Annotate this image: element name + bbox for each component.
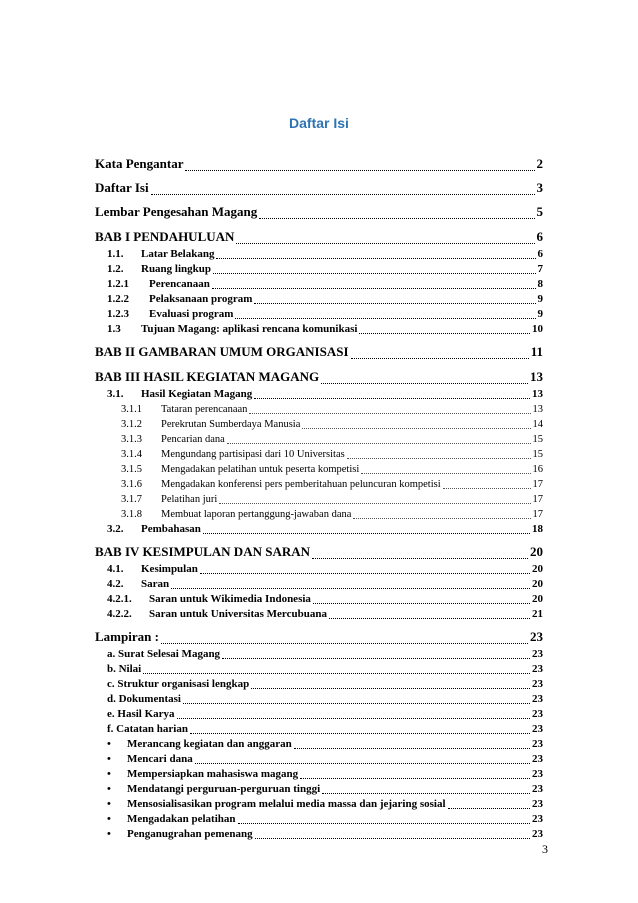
toc-entry-page: 17 [532, 479, 543, 490]
toc-entry-page: 23 [530, 629, 543, 644]
toc-entry-number: 4.2.1. [107, 593, 132, 605]
dot-leader [227, 443, 531, 444]
toc-entry[interactable] [95, 153, 543, 174]
toc-entry[interactable] [95, 692, 543, 707]
toc-entry-number: 1.2.3 [107, 308, 129, 320]
bullet-icon: • [107, 738, 111, 750]
toc-entry-page: 23 [532, 738, 543, 750]
toc-entry-label [121, 402, 247, 417]
toc-entry-label [107, 677, 249, 692]
toc-entry-number: 4.1. [107, 563, 124, 575]
toc-entry-text: Merancang kegiatan dan anggaran [127, 738, 292, 750]
toc-entry-page: 23 [532, 648, 543, 660]
toc-entry-label [107, 722, 188, 737]
toc-entry[interactable] [95, 177, 543, 198]
toc-entry-page: 23 [532, 693, 543, 705]
toc-entry-text: Mempersiapkan mahasiswa magang [127, 768, 299, 780]
toc-entry-label [95, 201, 257, 222]
toc-entry-text: BAB I PENDAHULUAN [95, 229, 235, 244]
toc-entry-page: 17 [532, 509, 543, 520]
dot-leader [143, 673, 530, 674]
toc-entry-text: Pembahasan [141, 523, 201, 535]
toc-entry-label [107, 692, 181, 707]
toc-entry-text: Kesimpulan [141, 563, 198, 575]
toc-entry[interactable] [95, 647, 543, 662]
toc-entry[interactable] [95, 201, 543, 222]
toc-entry-page: 21 [532, 608, 543, 620]
toc-entry-number: 1.1. [107, 248, 124, 260]
toc-entry[interactable] [95, 541, 543, 562]
toc-entry-page: 13 [532, 388, 543, 400]
toc-entry-number: 3.1.3 [121, 434, 142, 445]
toc-entry-page: 7 [537, 263, 543, 275]
toc-entry-label [107, 607, 327, 622]
dot-leader [254, 303, 535, 304]
toc-entry-page: 18 [532, 523, 543, 535]
toc-entry-text: Pencarian dana [161, 434, 225, 445]
toc-entry-page: 15 [532, 434, 543, 445]
toc-entry-text: Ruang lingkup [141, 263, 212, 275]
toc-entry[interactable] [95, 782, 543, 797]
toc-entry[interactable] [95, 447, 543, 462]
dot-leader [321, 383, 528, 384]
toc-entry-text: Membuat laporan pertanggung-jawaban dana [161, 509, 352, 520]
toc-entry-number: 3.1.1 [121, 404, 142, 415]
toc-entry[interactable] [95, 737, 543, 752]
dot-leader [177, 718, 530, 719]
toc-entry-text: b. Nilai [107, 663, 142, 675]
toc-entry[interactable] [95, 507, 543, 522]
bullet-icon: • [107, 768, 111, 780]
dot-leader [183, 703, 530, 704]
toc-entry[interactable] [95, 752, 543, 767]
toc-entry-page: 23 [532, 753, 543, 765]
dot-leader [361, 473, 530, 474]
toc-entry-number: 1.2.2 [107, 293, 129, 305]
toc-entry-label [95, 226, 234, 247]
toc-entry[interactable] [95, 827, 543, 842]
toc-entry-label [107, 827, 253, 842]
toc-entry-text: d. Dokumentasi [107, 693, 181, 705]
toc-entry-label [107, 592, 311, 607]
toc-entry-label [107, 752, 193, 767]
toc-entry-page: 3 [536, 180, 543, 195]
toc-entry-page: 23 [532, 813, 543, 825]
toc-entry-text: Mendatangi perguruan-perguruan tinggi [127, 783, 321, 795]
dot-leader [312, 558, 528, 559]
dot-leader [302, 428, 530, 429]
toc-entry-number: 1.3 [107, 323, 121, 335]
toc-entry-page: 23 [532, 723, 543, 735]
toc-entry-label [107, 387, 252, 402]
toc-entry[interactable] [95, 626, 543, 647]
dot-leader [329, 618, 530, 619]
toc-entry[interactable] [95, 797, 543, 812]
dot-leader [251, 688, 530, 689]
toc-entry-number: 3.1.4 [121, 449, 142, 460]
toc-entry[interactable] [95, 492, 543, 507]
dot-leader [195, 763, 530, 764]
toc-entry-number: 3.1.5 [121, 464, 142, 475]
toc-entry-text: c. Struktur organisasi lengkap [107, 678, 250, 690]
toc-entry-label [107, 292, 252, 307]
bullet-icon: • [107, 798, 111, 810]
toc-entry[interactable] [95, 462, 543, 477]
bullet-icon: • [107, 783, 111, 795]
toc-entry-number: 3.1.8 [121, 509, 142, 520]
toc-entry[interactable] [95, 387, 543, 402]
toc-entry-text: BAB II GAMBARAN UMUM ORGANISASI [95, 344, 349, 359]
toc-entry-text: Pelatihan juri [161, 494, 218, 505]
dot-leader [259, 218, 534, 219]
dot-leader [322, 793, 530, 794]
toc-entry-text: Lembar Pengesahan Magang [95, 204, 258, 219]
dot-leader [300, 778, 530, 779]
toc-entry[interactable] [95, 562, 543, 577]
toc-entry[interactable] [95, 812, 543, 827]
toc-entry-label [121, 477, 441, 492]
toc-entry-page: 23 [532, 828, 543, 840]
toc-entry-label [107, 707, 175, 722]
toc-entry[interactable] [95, 262, 543, 277]
toc-entry-label [107, 812, 236, 827]
dot-leader [213, 273, 535, 274]
toc-entry-text: Mengadakan pelatihan untuk peserta kompetisi [161, 464, 360, 475]
bullet-icon: • [107, 813, 111, 825]
toc-entry-number: 3.1. [107, 388, 124, 400]
toc-entry-text: Mensosialisasikan program melalui media massa dan jejaring sosial [127, 798, 446, 810]
toc-entry-page: 13 [532, 404, 543, 415]
dot-leader [216, 258, 535, 259]
toc-entry-text: Pelaksanaan program [149, 293, 253, 305]
toc-entry-text: Daftar Isi [95, 180, 149, 195]
dot-leader [351, 358, 529, 359]
dot-leader [203, 533, 530, 534]
dot-leader [200, 573, 530, 574]
dot-leader [161, 643, 528, 644]
toc-entry-text: BAB IV KESIMPULAN DAN SARAN [95, 544, 311, 559]
toc-entry-text: Perekrutan Sumberdaya Manusia [161, 419, 301, 430]
toc-entry-label [107, 647, 220, 662]
toc-entry-page: 16 [532, 464, 543, 475]
toc-entry-text: Saran [141, 578, 170, 590]
dot-leader [353, 518, 530, 519]
toc-entry-page: 8 [537, 278, 543, 290]
page-number: 3 [542, 842, 548, 856]
dot-leader [313, 603, 530, 604]
toc-entry-page: 2 [536, 156, 543, 171]
dot-leader [359, 333, 530, 334]
dot-leader [151, 194, 535, 195]
toc-entry-label [95, 541, 310, 562]
toc-entry-label [95, 177, 149, 198]
dot-leader [219, 503, 530, 504]
toc-entry-page: 23 [532, 678, 543, 690]
dot-leader [254, 398, 530, 399]
toc-entry-text: Mengadakan pelatihan [127, 813, 236, 825]
toc-entry-text: e. Hasil Karya [107, 708, 175, 720]
toc-entry[interactable] [95, 277, 543, 292]
toc-entry[interactable] [95, 722, 543, 737]
toc-entry-label [107, 562, 198, 577]
bullet-icon: • [107, 828, 111, 840]
toc-entry[interactable] [95, 607, 543, 622]
toc-entry-number: 3.2. [107, 523, 124, 535]
toc-entry-text: Mengadakan konferensi pers pemberitahuan peluncuran kompetisi [161, 479, 441, 490]
toc-entry-page: 6 [536, 229, 543, 244]
toc-entry-page: 17 [532, 494, 543, 505]
toc-entry-label [121, 507, 351, 522]
toc-entry-number: 1.2.1 [107, 278, 129, 290]
toc-entry-text: Hasil Kegiatan Magang [141, 388, 253, 400]
toc-entry-text: Mencari dana [127, 753, 193, 765]
page-title: Daftar Isi [289, 115, 349, 131]
toc-entry-page: 20 [532, 593, 543, 605]
toc-entry-text: Lampiran : [95, 629, 159, 644]
toc-entry-label [95, 153, 183, 174]
toc-entry-page: 20 [532, 563, 543, 575]
toc-entry-page: 6 [537, 248, 543, 260]
toc-entry-text: Kata Pengantar [95, 156, 184, 171]
toc-entry-page: 23 [532, 768, 543, 780]
toc-entry-label [121, 447, 345, 462]
dot-leader [255, 838, 530, 839]
dot-leader [171, 588, 530, 589]
toc-entry-text: Tujuan Magang: aplikasi rencana komunikasi [141, 323, 358, 335]
toc-entry-label [107, 797, 446, 812]
toc-entry-page: 20 [530, 544, 543, 559]
toc-entry-label [107, 522, 201, 537]
toc-entry-label [107, 262, 211, 277]
toc-entry-label [107, 767, 298, 782]
toc-entry-label [95, 341, 349, 362]
toc-entry-text: Mengundang partisipasi dari 10 Universitas [161, 449, 345, 460]
toc-entry-label [107, 277, 210, 292]
toc-entry[interactable] [95, 577, 543, 592]
toc-entry[interactable] [95, 432, 543, 447]
toc-entry-label [121, 432, 225, 447]
toc-entry-page: 5 [536, 204, 543, 219]
table-of-contents [95, 150, 543, 842]
toc-entry-page: 23 [532, 663, 543, 675]
toc-entry-number: 3.1.6 [121, 479, 142, 490]
toc-entry-number: 3.1.7 [121, 494, 142, 505]
toc-entry[interactable] [95, 707, 543, 722]
toc-entry-label [107, 577, 169, 592]
dot-leader [222, 658, 530, 659]
toc-entry-text: Evaluasi program [149, 308, 234, 320]
toc-entry[interactable] [95, 477, 543, 492]
toc-entry-page: 11 [530, 344, 543, 359]
toc-entry-number: 1.2. [107, 263, 124, 275]
toc-entry-label [107, 662, 141, 677]
dot-leader [185, 170, 534, 171]
dot-leader [236, 243, 534, 244]
toc-entry[interactable] [95, 322, 543, 337]
toc-entry-text: a. Surat Selesai Magang [107, 648, 221, 660]
toc-entry[interactable] [95, 417, 543, 432]
dot-leader [238, 823, 531, 824]
toc-entry-page: 23 [532, 798, 543, 810]
dot-leader [235, 318, 535, 319]
dot-leader [448, 808, 530, 809]
toc-entry[interactable] [95, 522, 543, 537]
toc-entry[interactable] [95, 292, 543, 307]
toc-entry[interactable] [95, 662, 543, 677]
dot-leader [212, 288, 536, 289]
toc-entry-label [121, 462, 359, 477]
toc-entry[interactable] [95, 366, 543, 387]
toc-entry-text: BAB III HASIL KEGIATAN MAGANG [95, 369, 320, 384]
toc-entry-text: Saran untuk Wikimedia Indonesia [149, 593, 311, 605]
toc-entry-page: 23 [532, 708, 543, 720]
toc-entry-label [95, 626, 159, 647]
toc-entry-page: 9 [537, 293, 543, 305]
toc-entry-label [107, 737, 292, 752]
toc-entry[interactable] [95, 226, 543, 247]
toc-entry[interactable] [95, 592, 543, 607]
toc-entry-label [107, 247, 214, 262]
toc-entry[interactable] [95, 402, 543, 417]
toc-entry[interactable] [95, 247, 543, 262]
toc-entry-page: 15 [532, 449, 543, 460]
toc-entry-page: 14 [532, 419, 543, 430]
dot-leader [190, 733, 530, 734]
toc-entry-label [107, 322, 357, 337]
toc-entry[interactable] [95, 307, 543, 322]
toc-entry-label [107, 782, 320, 797]
toc-entry[interactable] [95, 341, 543, 362]
toc-entry-text: Saran untuk Universitas Mercubuana [149, 608, 327, 620]
dot-leader [294, 748, 530, 749]
toc-entry-text: Latar Belakang [141, 248, 215, 260]
toc-entry-page: 23 [532, 783, 543, 795]
dot-leader [347, 458, 531, 459]
toc-entry-text: f. Catatan harian [107, 723, 188, 735]
dot-leader [443, 488, 531, 489]
toc-entry-page: 20 [532, 578, 543, 590]
bullet-icon: • [107, 753, 111, 765]
dot-leader [249, 413, 530, 414]
toc-entry-page: 13 [530, 369, 543, 384]
toc-entry[interactable] [95, 677, 543, 692]
toc-entry-text: Penganugrahan pemenang [127, 828, 253, 840]
toc-entry-number: 3.1.2 [121, 419, 142, 430]
toc-entry[interactable] [95, 767, 543, 782]
toc-entry-label [121, 417, 300, 432]
toc-entry-page: 10 [532, 323, 543, 335]
toc-entry-page: 9 [537, 308, 543, 320]
toc-entry-number: 4.2.2. [107, 608, 132, 620]
toc-entry-label [95, 366, 319, 387]
toc-entry-label [121, 492, 217, 507]
toc-entry-text: Tataran perencanaan [161, 404, 248, 415]
toc-entry-number: 4.2. [107, 578, 124, 590]
toc-entry-label [107, 307, 233, 322]
toc-entry-text: Perencanaan [149, 278, 210, 290]
